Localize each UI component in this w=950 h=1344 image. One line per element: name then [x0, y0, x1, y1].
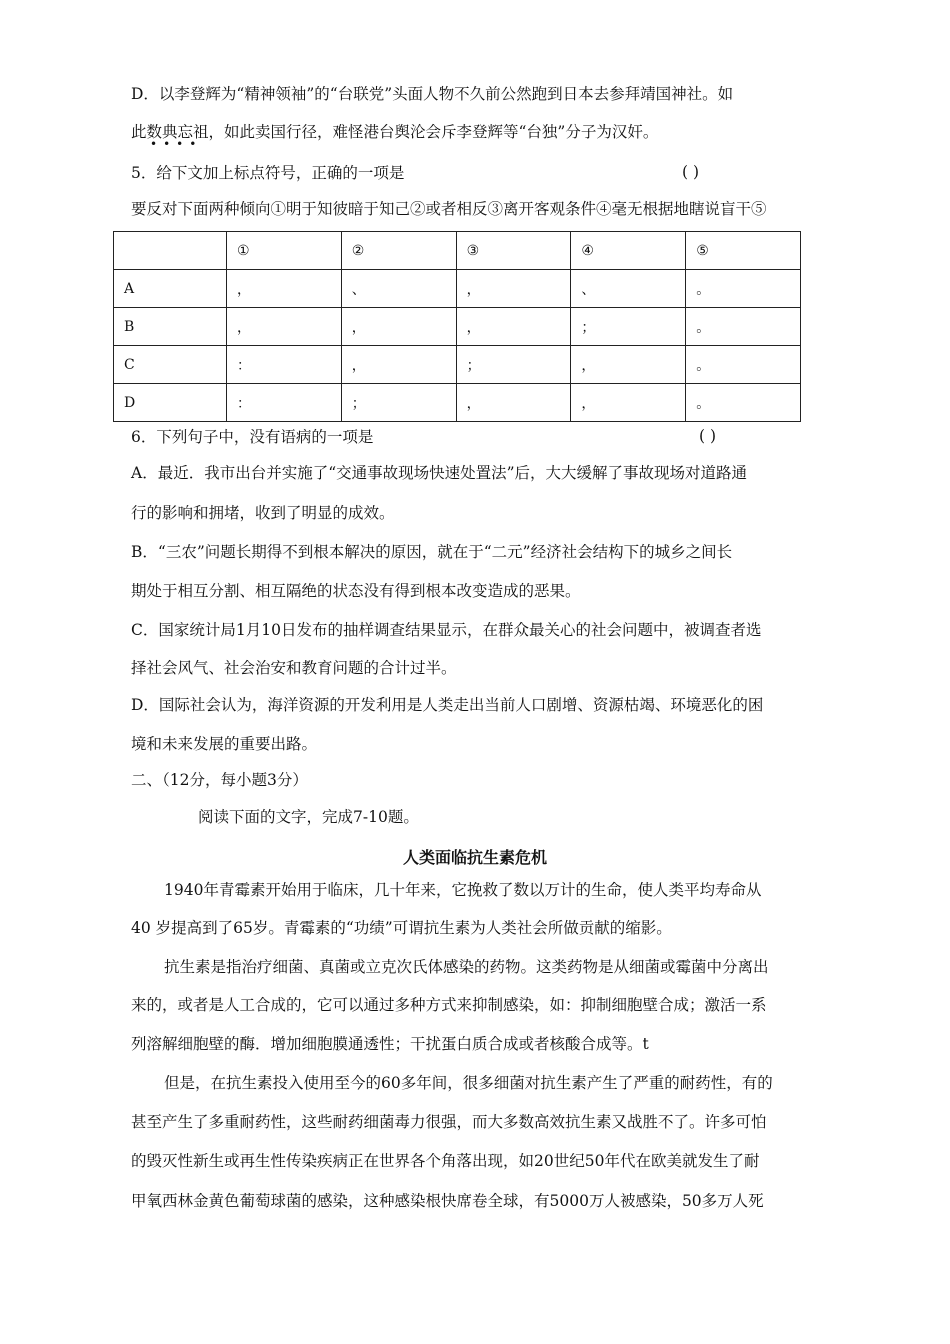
table-cell: ，	[341, 346, 456, 384]
q5-sentence: 要反对下面两种倾向①明于知彼暗于知己②或者相反③离开客观条件④毫无根据地瞎说盲干⑤	[131, 200, 767, 218]
option-label: A	[114, 270, 227, 308]
table-cell: 、	[571, 270, 686, 308]
table-header-row	[114, 232, 801, 270]
table-cell: ；	[341, 384, 456, 422]
table-header-cell: ⑤	[686, 232, 801, 270]
table-header-cell: ①	[227, 232, 342, 270]
table-cell: ，	[571, 346, 686, 384]
table-row	[114, 384, 801, 422]
table-cell: ，	[456, 270, 571, 308]
paragraph-3-line2: 甚至产生了多重耐药性，这些耐药细菌毒力很强，而大多数高效抗生素又战胜不了。许多可怕	[131, 1113, 767, 1131]
q6-answer-bracket: ( )	[699, 427, 717, 445]
table-row	[114, 308, 801, 346]
table-cell: ，	[456, 384, 571, 422]
q4-option-d-line2: 此数典忘祖，如此卖国行径，难怪港台舆沦会斥李登辉等“台独”分子为汉奸。	[131, 123, 659, 141]
table-cell: 、	[341, 270, 456, 308]
table-cell: ，	[571, 384, 686, 422]
punctuation-options-table	[113, 231, 801, 422]
paragraph-2-line3: 列溶解细胞壁的酶．增加细胞膜通透性；干扰蛋白质合成或者核酸合成等。t	[131, 1035, 649, 1053]
q6-option-d-line1: D．国际社会认为，海洋资源的开发利用是人类走出当前人口剧增、资源枯竭、环境恶化的困	[131, 696, 764, 714]
table-cell: ，	[227, 308, 342, 346]
emphasis-dots: ••••	[150, 137, 203, 151]
q6-option-c-line1: C．国家统计局1月10日发布的抽样调查结果显示，在群众最关心的社会问题中，被调查者选	[131, 621, 762, 639]
table-cell	[114, 232, 227, 270]
table-cell: ；	[456, 346, 571, 384]
paragraph-3-line3: 的毁灭性新生或再生性传染疾病正在世界各个角落出现，如20世纪50年代在欧美就发生了耐	[131, 1152, 760, 1170]
option-label: C	[114, 346, 227, 384]
q5-answer-bracket: ( )	[682, 163, 700, 181]
section-heading: 二、（12分，每小题3分）	[131, 771, 308, 789]
paragraph-3-line1: 但是，在抗生素投入使用至今的60多年间，很多细菌对抗生素产生了严重的耐药性，有的	[164, 1074, 773, 1092]
table-cell: 。	[686, 346, 801, 384]
table-cell: 。	[686, 384, 801, 422]
table-cell: ；	[571, 308, 686, 346]
q6-option-d-line2: 境和未来发展的重要出路。	[131, 735, 318, 753]
table-cell: ，	[341, 308, 456, 346]
q4-option-d-line1: D．以李登辉为“精神领袖”的“台联党”头面人物不久前公然跑到日本去参拜靖国神社。如	[131, 85, 734, 103]
table-header-cell: ④	[571, 232, 686, 270]
q6-option-a-line1: A．最近．我市出台并实施了“交通事故现场快速处置法”后，大大缓解了事故现场对道路通	[131, 464, 748, 482]
paragraph-1-line1: 1940年青霉素开始用于临床，几十年来，它挽救了数以万计的生命，使人类平均寿命从	[164, 881, 762, 899]
table-header-cell: ②	[341, 232, 456, 270]
table-row	[114, 270, 801, 308]
table-cell: ：	[227, 346, 342, 384]
option-label: B	[114, 308, 227, 346]
table-cell: 。	[686, 308, 801, 346]
q6-option-a-line2: 行的影响和拥堵，收到了明显的成效。	[131, 504, 395, 522]
paragraph-2-line1: 抗生素是指治疗细菌、真菌或立克次氏体感染的药物。这类药物是从细菌或霉菌中分离出	[164, 958, 769, 976]
table-cell: 。	[686, 270, 801, 308]
q5-stem: 5．给下文加上标点符号，正确的一项是	[131, 164, 405, 182]
table-cell: ，	[227, 270, 342, 308]
table-cell: ：	[227, 384, 342, 422]
q6-option-b-line1: B．“三农”问题长期得不到根本解决的原因，就在于“二元”经济社会结构下的城乡之间长	[131, 543, 733, 561]
paragraph-1-line2: 40 岁提高到了65岁。青霉素的“功绩”可谓抗生素为人类社会所做贡献的缩影。	[131, 919, 672, 937]
table-row	[114, 346, 801, 384]
table-header-cell: ③	[456, 232, 571, 270]
table-cell: ，	[456, 308, 571, 346]
q6-option-c-line2: 择社会风气、社会治安和教育问题的合计过半。	[131, 659, 457, 677]
paragraph-3-line4: 甲氧西林金黄色葡萄球菌的感染，这种感染根快席卷全球，有5000万人被感染，50多万人死	[131, 1192, 764, 1210]
article-title: 人类面临抗生素危机	[402, 848, 547, 867]
reading-instruction: 阅读下面的文字，完成7-10题。	[198, 808, 419, 826]
q6-stem: 6．下列句子中，没有语病的一项是	[131, 428, 374, 446]
paragraph-2-line2: 来的，或者是人工合成的，它可以通过多种方式来抑制感染，如：抑制细胞壁合成；激活一系	[131, 996, 767, 1014]
q6-option-b-line2: 期处于相互分割、相互隔绝的状态没有得到根本改变造成的恶果。	[131, 582, 581, 600]
option-label: D	[114, 384, 227, 422]
